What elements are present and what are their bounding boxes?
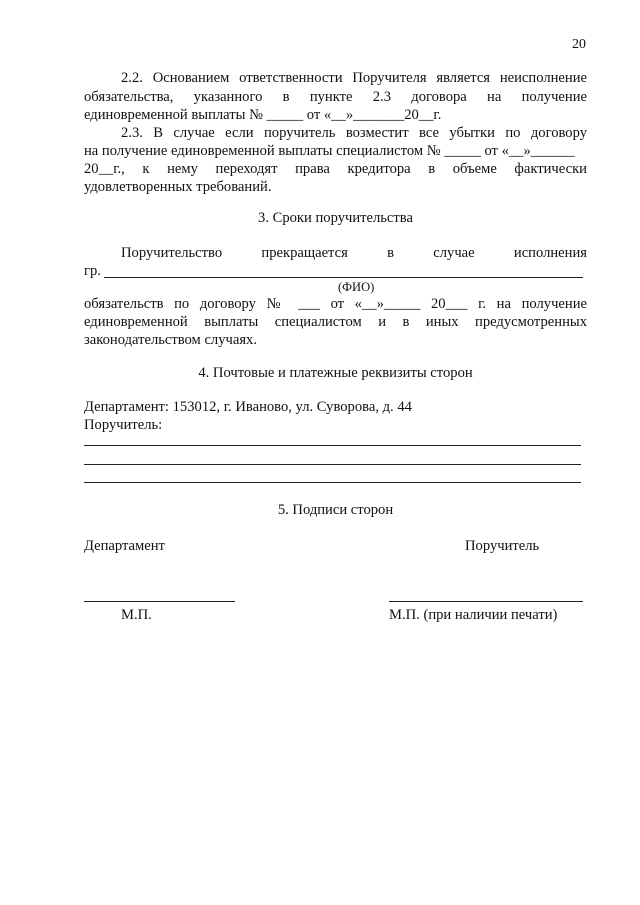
clause-2-3-line-1: 2.3. В случае если поручитель возместит все убытки по договору <box>121 125 587 141</box>
right-signature-line <box>389 601 583 602</box>
department-address: Департамент: 153012, г. Иваново, ул. Суворова, д. 44 <box>84 399 412 415</box>
page-number: 20 <box>572 37 586 52</box>
section-3-title: 3. Сроки поручительства <box>258 210 413 226</box>
guarantor-label: Поручитель: <box>84 417 163 433</box>
clause-2-2-line-3: единовременной выплаты № _____ от «__»_______20__г. <box>84 107 442 123</box>
right-party-label: Поручитель <box>465 538 540 554</box>
left-party-label: Департамент <box>84 538 165 554</box>
section-3-line-3: обязательств по договору № ___ от «__»_____ 20___ г. на получение <box>84 296 587 312</box>
section-3-line-1: Поручительство прекращается в случае исполнения <box>121 245 587 261</box>
section-3-line-4: единовременной выплаты специалистом и в иных предусмотренных <box>84 314 587 330</box>
clause-2-3-line-4: удовлетворенных требований. <box>84 179 272 195</box>
fio-caption: (ФИО) <box>338 280 375 294</box>
right-seal-label: М.П. (при наличии печати) <box>389 607 558 623</box>
guarantor-line-3 <box>84 482 581 483</box>
guarantor-line-1 <box>84 445 581 446</box>
clause-2-2-line-1: 2.2. Основанием ответственности Поручителя является неисполнение <box>121 70 587 86</box>
left-signature-line <box>84 601 235 602</box>
clause-2-3-line-3: 20__г., к нему переходят права кредитора в объеме фактически <box>84 161 587 177</box>
clause-2-2-line-2: обязательства, указанного в пункте 2.3 договора на получение <box>84 89 587 105</box>
guarantor-line-2 <box>84 464 581 465</box>
section-3-line-5: законодательством случаях. <box>84 332 257 348</box>
section-5-title: 5. Подписи сторон <box>277 502 394 518</box>
section-4-title: 4. Почтовые и платежные реквизиты сторон <box>198 365 473 381</box>
gr-label: гр. <box>84 263 101 279</box>
clause-2-3-line-2: на получение единовременной выплаты специалистом № _____ от «__»______ <box>84 143 575 159</box>
left-seal-label: М.П. <box>121 607 152 623</box>
